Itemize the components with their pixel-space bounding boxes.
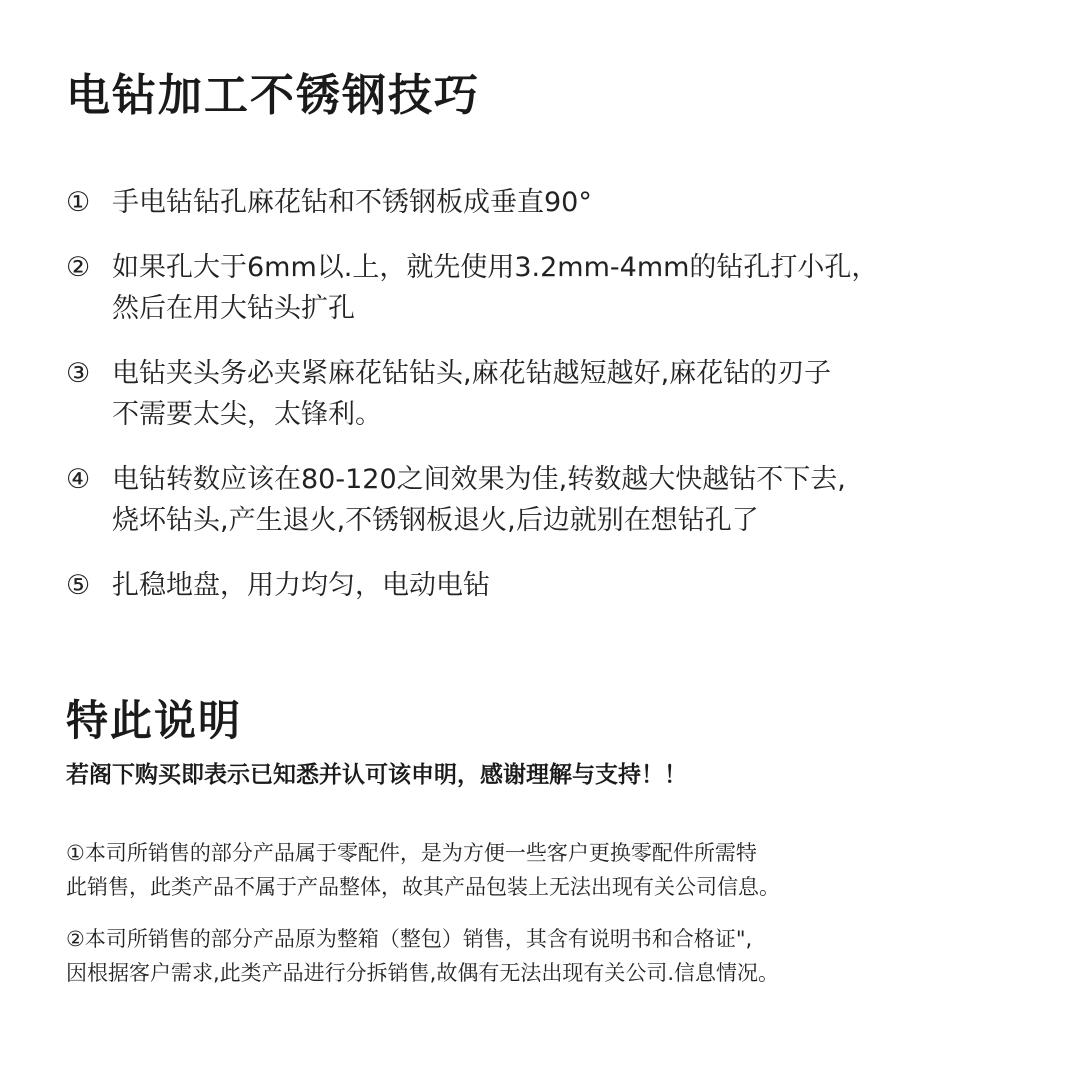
tips-list bbox=[66, 182, 1046, 630]
tip-item bbox=[66, 565, 1046, 606]
notice-paragraph bbox=[66, 922, 1046, 990]
tip-text bbox=[112, 459, 1046, 541]
tip-number: ③ bbox=[66, 358, 91, 389]
tip-number: ② bbox=[66, 252, 91, 283]
tip-line: 电钻转数应该在80-120之间效果为佳,转数越大快越钻不下去, bbox=[112, 464, 846, 495]
tip-line: 不需要太尖，太锋利。 bbox=[112, 399, 382, 430]
notice-paragraph bbox=[66, 836, 1046, 904]
tip-line: 扎稳地盘，用力均匀，电动电钻 bbox=[112, 570, 490, 601]
tip-number: ① bbox=[66, 187, 91, 218]
notice-paragraphs bbox=[66, 836, 1046, 1008]
tip-number: ④ bbox=[66, 464, 91, 495]
notice-subtitle: 若阁下购买即表示已知悉并认可该申明，感谢理解与支持！！ bbox=[66, 762, 687, 788]
tip-line: 电钻夹头务必夹紧麻花钻钻头,麻花钻越短越好,麻花钻的刃子 bbox=[112, 358, 832, 389]
tip-line: 如果孔大于6mm以.上，就先使用3.2mm-4mm的钻孔打小孔， bbox=[112, 252, 879, 283]
tip-text bbox=[112, 247, 1046, 329]
tip-item bbox=[66, 182, 1046, 223]
tip-line: 然后在用大钻头扩孔 bbox=[112, 293, 355, 324]
tip-text bbox=[112, 353, 1046, 435]
tip-number: ⑤ bbox=[66, 570, 91, 601]
notice-line: ②本司所销售的部分产品原为整箱（整包）销售，其含有说明书和合格证", bbox=[66, 927, 753, 951]
tip-line: 烧坏钻头,产生退火,不锈钢板退火,后边就别在想钻孔了 bbox=[112, 505, 759, 536]
page-title: 电钻加工不锈钢技巧 bbox=[66, 70, 480, 121]
notice-line: 此销售，此类产品不属于产品整体，故其产品包装上无法出现有关公司信息。 bbox=[66, 875, 780, 899]
notice-line: ①本司所销售的部分产品属于零配件，是为方便一些客户更换零配件所需特 bbox=[66, 841, 757, 865]
notice-line: 因根据客户需求,此类产品进行分拆销售,故偶有无法出现有关公司.信息情况。 bbox=[66, 961, 780, 985]
tip-text bbox=[112, 182, 1046, 223]
notice-title: 特此说明 bbox=[66, 696, 243, 745]
tip-item bbox=[66, 353, 1046, 435]
tip-item bbox=[66, 459, 1046, 541]
tip-line: 手电钻钻孔麻花钻和不锈钢板成垂直90° bbox=[112, 187, 592, 218]
tip-item bbox=[66, 247, 1046, 329]
tip-text bbox=[112, 565, 1046, 606]
